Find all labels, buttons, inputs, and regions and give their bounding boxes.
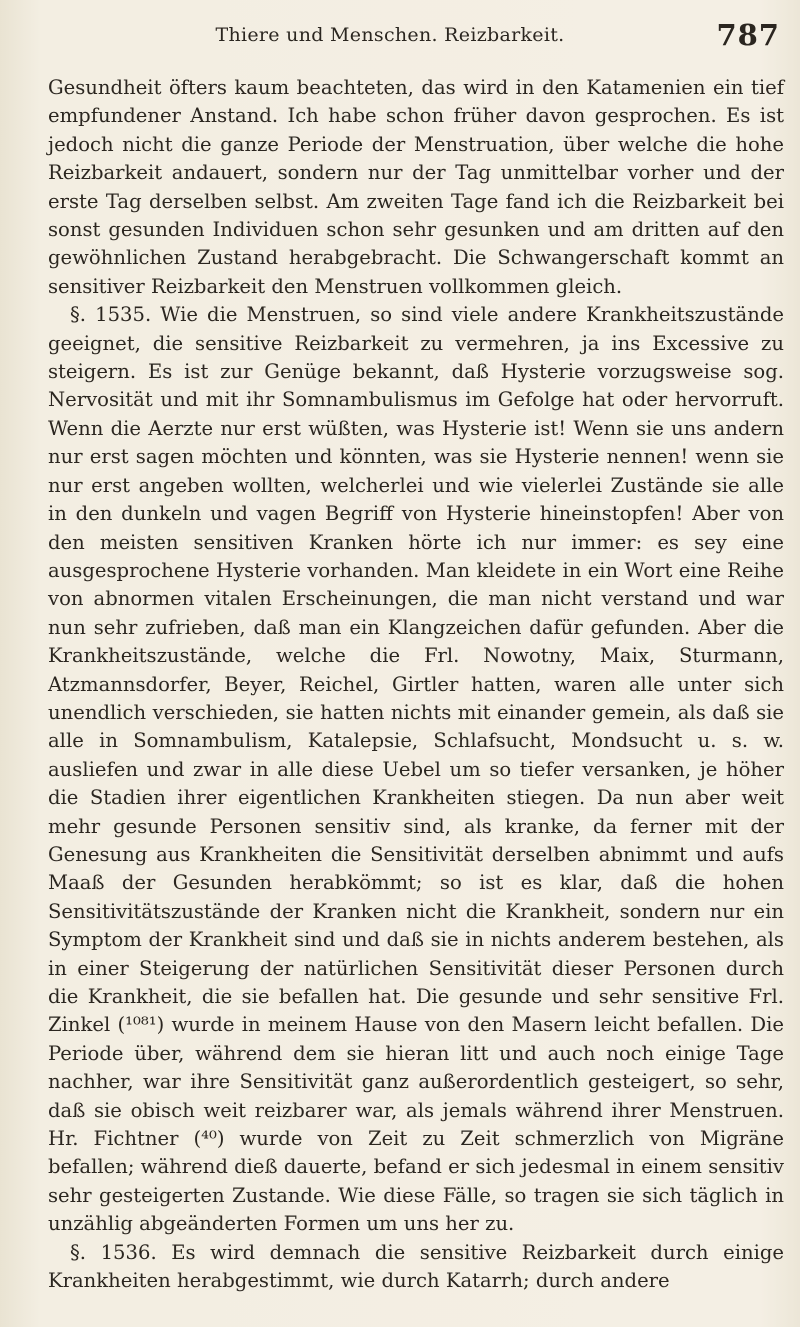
body-text	[48, 74, 784, 1295]
paragraph: Gesundheit öfters kaum beachteten, das wird in den Katamenien ein tief empfundener Anstand. Ich habe schon früher davon gesprochen. Es ist jedoch nicht die ganze Periode der Menstruation, über welche die hohe Reizbarkeit andauert, sondern nur der Tag unmittelbar vorher und der erste Tag derselben selbst. Am zweiten Tage fand ich die Reizbarkeit bei sonst gesunden Individuen schon sehr gesunken und am dritten auf den gewöhnlichen Zustand herabgebracht. Die Schwangerschaft kommt an sensitiver Reizbarkeit den Menstruen vollkommen gleich.	[48, 76, 784, 298]
paragraph-1535: §. 1535. Wie die Menstruen, so sind viele andere Krankheitszustände geeignet, die sensitive Reizbarkeit zu vermehren, ja ins Excessive zu steigern. Es ist zur Genüge bekannt, daß Hysterie vorzugsweise sog. Nervosität und mit ihr Somnambulismus im Gefolge hat oder hervorruft. Wenn die Aerzte nur erst wüßten, was Hysterie ist! Wenn sie uns andern nur erst sagen möchten und könnten, was sie Hysterie nennen! wenn sie nur erst angeben wollten, welcherlei und wie vielerlei Zustände sie alle in den dunkeln und vagen Begriff von Hysterie hineinstopfen! Aber von den meisten sensitiven Kranken hörte ich nur immer: es sey eine ausgesprochene Hysterie vorhanden. Man kleidete in ein Wort eine Reihe von abnormen vitalen Erscheinungen, die man nicht verstand und war nun sehr zufrieben, daß man ein Klangzeichen dafür gefunden. Aber die Krankheitszustände, welche die Frl. Nowotny, Maix, Sturmann, Atzmannsdorfer, Beyer, Reichel, Girtler hatten, waren alle unter sich unendlich verschieden, sie hatten nichts mit einander gemein, als daß sie alle in Somnambulism, Katalepsie, Schlafsucht, Mondsucht u. s. w. ausliefen und zwar in alle diese Uebel um so tiefer versanken, je höher die Stadien ihrer eigentlichen Krankheiten stiegen. Da nun aber weit mehr gesunde Personen sensitiv sind, als kranke, da ferner mit der Genesung aus Krankheiten die Sensitivität derselben abnimmt und aufs Maaß der Gesunden herabkömmt; so ist es klar, daß die hohen Sensitivitätszustände der Kranken nicht die Krankheit, sondern nur ein Symptom der Krankheit sind und daß sie in nichts anderem bestehen, als in einer Steigerung der natürlichen Sensitivität dieser Personen durch die Krankheit, die sie befallen hat. Die gesunde und sehr sensitive Frl. Zinkel (¹⁰⁸¹) wurde in meinem Hause von den Masern leicht befallen. Die Periode über, während dem sie hieran litt und auch noch einige Tage nachher, war ihre Sensitivität ganz außerordentlich gesteigert, so sehr, daß sie obisch weit reizbarer war, als jemals während ihrer Menstruen. Hr. Fichtner (⁴⁰) wurde von Zeit zu Zeit schmerzlich von Migräne befallen; während dieß dauerte, befand er sich jedesmal in einem sensitiv sehr gesteigerten Zustande. Wie diese Fälle, so tragen sie sich täglich in unzählig abgeänderten Formen um uns her zu.	[48, 303, 784, 1236]
running-head: Thiere und Menschen. Reizbarkeit.	[215, 24, 565, 46]
page-header	[60, 18, 780, 58]
paragraph-1536: §. 1536. Es wird demnach die sensitive Reizbarkeit durch einige Krankheiten herabgestimmt, wie durch Katarrh; durch andere	[48, 1240, 784, 1293]
page-number: 787	[716, 18, 780, 52]
